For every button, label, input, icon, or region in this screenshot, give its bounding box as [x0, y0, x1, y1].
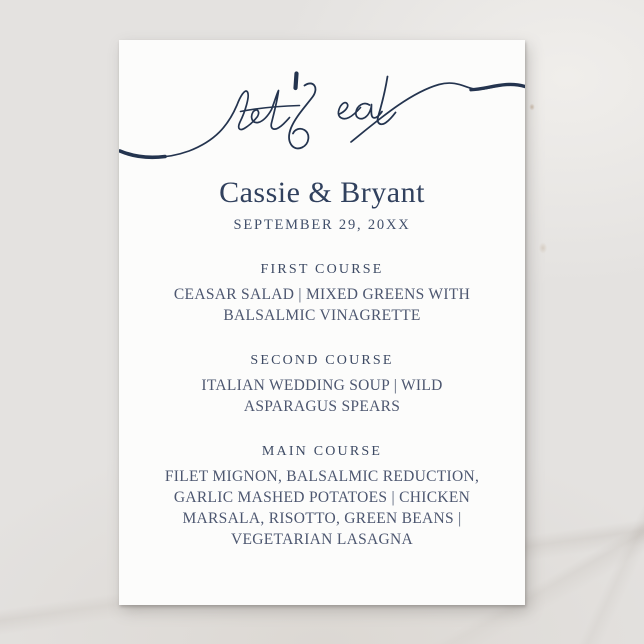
course-line: MARSALA, RISOTTO, GREEN BEANS | — [182, 510, 462, 527]
course-section-second — [119, 352, 525, 417]
course-line: GARLIC MASHED POTATOES | CHICKEN — [173, 489, 471, 506]
course-title: SECOND COURSE — [250, 353, 394, 368]
course-section-first — [119, 261, 525, 326]
lets-eat-calligraphy-icon — [119, 65, 525, 165]
couple-names: Cassie & Bryant — [219, 176, 425, 209]
lets-eat-script — [119, 65, 525, 165]
course-line: VEGETARIAN LASAGNA — [231, 531, 413, 548]
menu-card — [119, 40, 525, 605]
course-line: CEASAR SALAD | MIXED GREENS WITH — [173, 286, 471, 303]
course-line: ASPARAGUS SPEARS — [243, 398, 401, 415]
course-section-main — [119, 443, 525, 550]
event-date: SEPTEMBER 29, 20XX — [233, 217, 411, 233]
course-title: FIRST COURSE — [260, 262, 384, 277]
course-title: MAIN COURSE — [261, 444, 383, 459]
course-line: FILET MIGNON, BALSALMIC REDUCTION, — [164, 468, 480, 485]
course-line: ITALIAN WEDDING SOUP | WILD — [201, 377, 443, 394]
course-line: BALSALMIC VINAGRETTE — [223, 307, 421, 324]
